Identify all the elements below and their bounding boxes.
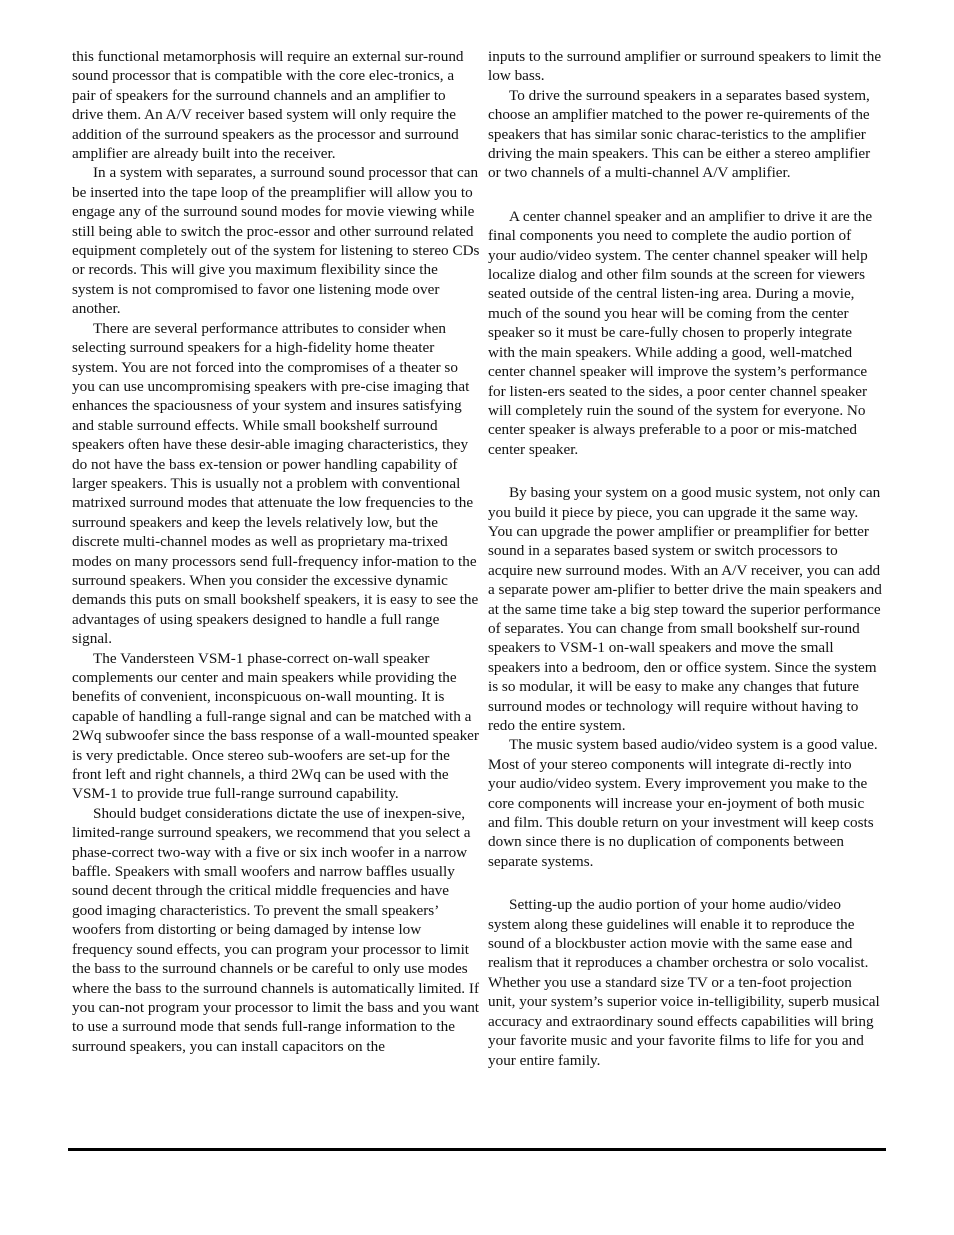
paragraph-budget-considerations: Should budget considerations dictate the use of inexpen-sive, limited-range surround speakers, we recommend that you select a phase-correct two-way with a five or six inch woofer in a narrow baffle. Speakers with small woofers and narrow baffles usually sound decent through the critical middle frequencies and have good imaging characteristics. To prevent the small speakers’ woofers from distorting or being damaged by intense low frequency sound effects, you can program your processor to limit the bass to the surround channels or be careful to only use modes where the bass to the surround channels is automatically limited. If you can-not program your processor to limit the bass and you want to use a surround mode that sends full-range information to the surround speakers, you can install capacitors on the <box>72 804 480 1055</box>
paragraph-surround-speaker-attributes: There are several performance attributes to consider when selecting surround speakers for a high-fidelity home theater system. You are not forced into the compromises of a theater so you can use uncompromising speakers with pre-cise imaging that enhances the spaciousness of your system and insures satisfying and stable surround effects. While small bookshelf surround speakers often have these desir-able imaging characteristics, they do not have the bass ex-tension or power handling capability of larger speakers. This is usually not a problem with conventional matrixed surround modes that attenuate the low frequencies to the surround speakers and keep the levels relatively low, but the discrete multi-channel modes as well as proprietary ma-trixed modes on many processors send full-frequency infor-mation to the surround speakers. When you consider the excessive dynamic demands this puts on small bookshelf speakers, it is easy to see the advantages of using speakers designed to handle a full range signal. <box>72 319 479 648</box>
paragraph-processor-requirements: this functional metamorphosis will require an external sur-round sound processor that is compatible with the core elec-tronics, a pair of speakers for the surround channels and an amplifier to drive them. An A/V receiver based system will only require the addition of the surround speakers as the processor and surround amplifier are already built into the receiver. <box>72 48 464 163</box>
bottom-rule <box>68 1148 886 1151</box>
section-gap <box>488 871 882 895</box>
paragraph-value: The music system based audio/video system is a good value. Most of your stereo components will integrate di-rectly into your audio/video system. Every improvement you make to the core components will increase your en-joyment of both music and film. This double return on your investment will keep costs down since there is no duplication of components between separate systems. <box>488 736 878 870</box>
paragraph-center-channel: A center channel speaker and an amplifier to drive it are the final components you need to complete the audio portion of your audio/video system. The center channel speaker will help localize dialog and other film sounds at the screen for viewers seated outside of the central listen-ing area. During a movie, much of the sound you hear will be coming from the center speaker so it must be care-fully chosen to properly integrate with the main speakers. While adding a good, well-matched center channel speaker will improve the system’s performance for listen-ers seated to the sides, a poor center channel speaker will completely ruin the sound of the system for everyone. No center speaker is always preferable to a poor or mis-matched center speaker. <box>488 207 873 458</box>
left-column <box>72 47 480 1056</box>
paragraph-surround-amplifier: To drive the surround speakers in a separates based system, choose an amplifier matched to the power re-quirements of the speakers that has similar sonic charac-teristics to the amplifier driving the main speakers. This can be either a stereo amplifier or two channels of a multi-channel A/V amplifier. <box>488 86 871 182</box>
paragraph-upgrade: By basing your system on a good music system, not only can you build it piece by piece, you can upgrade it the same way. You can upgrade the power amplifier or preamplifier for better sound in a separates based system or switch processors to acquire new surround modes. With an A/V receiver, you can add a separate power am-plifier to better drive the main speakers and at the same time take a big step toward the superior performance of separates. You can change from small bookshelf sur-round speakers to VSM-1 on-wall speakers and move the small speakers into a bedroom, den or office system. Since the system is so modular, it will be easy to make any changes that future surround modes or technology will require without having to redo the entire system. <box>488 484 882 734</box>
section-gap <box>488 459 882 483</box>
right-column <box>488 47 882 1070</box>
paragraph-separates-processor: In a system with separates, a surround sound processor that can be inserted into the tape loop of the preamplifier will allow you to engage any of the surround sound modes for movie viewing while still being able to switch the proc-essor and other surround related equipment completely out of the system for listening to stereo CDs or records. This will give you maximum flexibility since the system is not compromised to favor one listening mode over another. <box>72 164 480 318</box>
section-gap <box>488 183 882 207</box>
paragraph-vsm1-speaker: The Vandersteen VSM-1 phase-correct on-wall speaker complements our center and main speakers while providing the benefits of convenient, inconspicuous on-wall mounting. It is capable of handling a full-range signal and can be matched with a 2Wq subwoofer since the bass response of a wall-mounted speaker is very predictable. Once stereo sub-woofers are set-up for the front left and right channels, a third 2Wq can be used with the VSM-1 to provide true full-range surround capability. <box>72 649 479 803</box>
paragraph-continuation: inputs to the surround amplifier or surround speakers to limit the low bass. <box>488 48 882 85</box>
paragraph-closing: Setting-up the audio portion of your home audio/video system along these guidelines will enable it to reproduce the sound of a blockbuster action movie with the same ease and realism that it reproduces a chamber orchestra or solo vocalist. Whether you use a standard size TV or a ten-foot projection unit, your system’s superior voice in-telligibility, superb musical accuracy and extraordinary sound effects capabilities will bring your favorite music and your favorite films to life for you and your entire family. <box>488 896 880 1069</box>
